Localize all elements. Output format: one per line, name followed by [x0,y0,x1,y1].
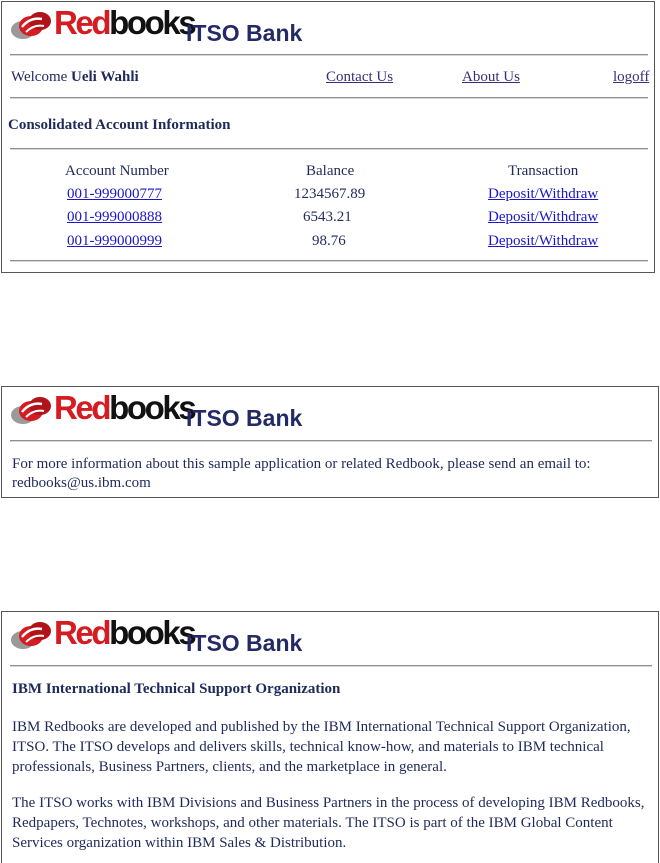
welcome-label: Welcome [11,69,68,85]
redbooks-logo-icon [10,620,54,652]
contact-info-text: For more information about this sample application or related Redbook, please send an email to: [12,456,591,472]
about-paragraph-2: The ITSO works with IBM Divisions and Business Partners in the process of developing IBM Redbooks, Redpapers, Technotes, workshops, and other materials. The ITSO is part of the IBM Global Content Services organization within IBM Sales & Distribution. [12,795,645,851]
header-divider [10,54,648,56]
column-header-account: Account Number [65,163,169,179]
deposit-withdraw-link[interactable]: Deposit/Withdraw [488,233,599,249]
header-brand [10,616,330,656]
header-brand [10,6,330,46]
account-number-link[interactable]: 001-999000888 [67,209,162,225]
logoff-link[interactable]: logoff [613,69,650,85]
contact-us-link[interactable]: Contact Us [326,69,394,85]
account-overview-panel [1,1,655,273]
balance-value: 6543.21 [303,209,352,225]
deposit-withdraw-link[interactable]: Deposit/Withdraw [488,186,599,202]
account-number-link[interactable]: 001-999000777 [67,186,162,202]
contact-email: redbooks@us.ibm.com [12,475,151,491]
redbooks-logo-text: Redbooks [54,4,195,41]
section-divider [10,148,648,150]
contact-panel [1,386,659,498]
about-us-link[interactable]: About Us [462,69,520,85]
about-paragraph-1: IBM Redbooks are developed and published by the IBM International Technical Support Organization, ITSO. The ITSO develops and delivers skills, technical know-how, and materials to IBM technical professionals, Business Partners, clients, and the marketplace in general. [12,719,631,775]
bank-title: ITSO Bank [186,20,303,46]
footer-divider [10,260,648,262]
deposit-withdraw-link[interactable]: Deposit/Withdraw [488,209,599,225]
nav-divider [10,97,648,99]
about-heading: IBM International Technical Support Organization [12,681,341,697]
about-panel [1,611,659,863]
header-divider [10,440,652,442]
redbooks-logo-text: Redbooks [54,614,195,651]
header-divider [10,665,652,667]
bank-title: ITSO Bank [186,405,303,431]
redbooks-logo-icon [10,395,54,427]
section-title: Consolidated Account Information [8,117,231,133]
welcome-text [11,68,139,86]
account-number-link[interactable]: 001-999000999 [67,233,162,249]
bank-title: ITSO Bank [186,630,303,656]
user-name: Ueli Wahli [71,69,139,85]
balance-value: 1234567.89 [294,186,366,202]
redbooks-logo-text: Redbooks [54,389,195,426]
balance-value: 98.76 [312,233,346,249]
column-header-balance: Balance [306,163,355,179]
column-header-transaction: Transaction [508,163,579,179]
header-brand [10,391,330,431]
redbooks-logo-icon [10,10,54,42]
